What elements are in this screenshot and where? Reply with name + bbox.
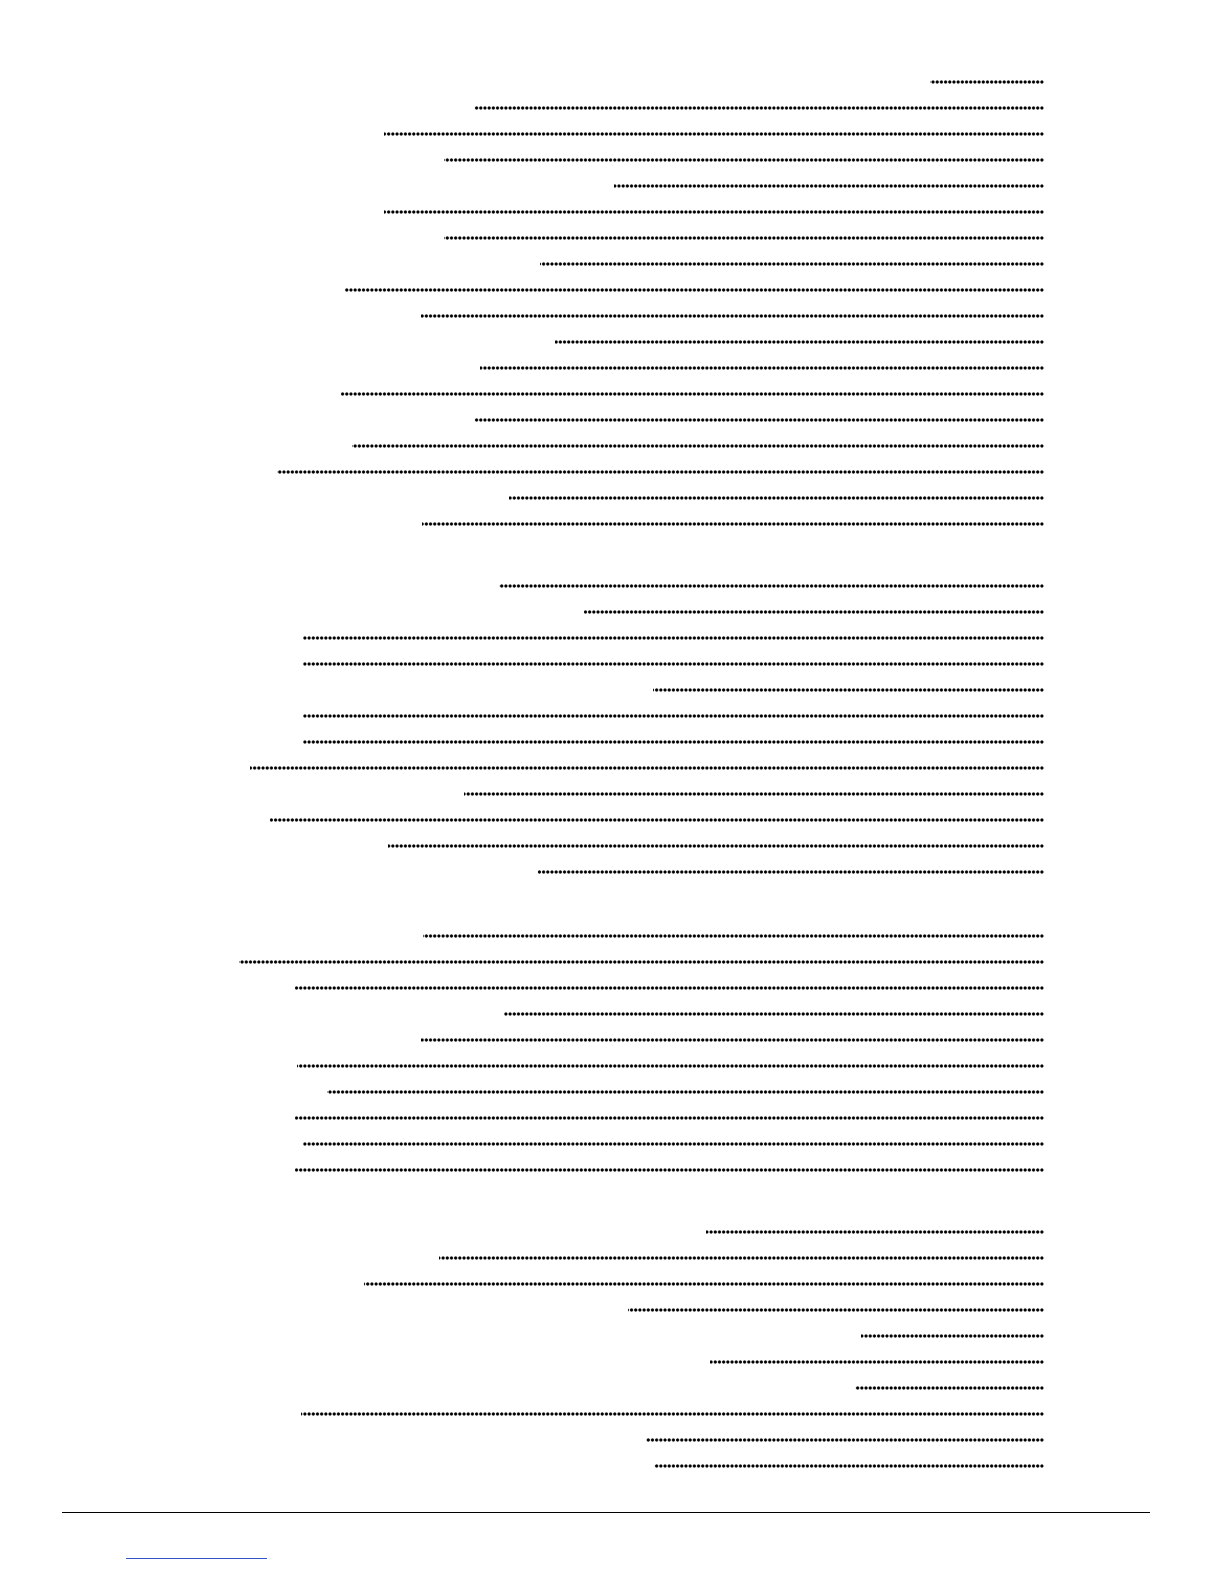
toc-leader-dots	[277, 468, 1044, 476]
toc-leader-dots	[474, 416, 1044, 424]
toc-leader-dots	[352, 442, 1044, 450]
toc-leader-dots	[584, 608, 1044, 616]
toc-leader-dots	[654, 1462, 1044, 1470]
toc-leader-dots	[555, 338, 1044, 346]
toc-leader-dots	[710, 1358, 1044, 1366]
toc-leader-dots	[540, 260, 1044, 268]
toc-leader-dots	[646, 1436, 1044, 1444]
toc-leader-dots	[538, 868, 1044, 876]
toc-leader-dots	[930, 78, 1044, 86]
toc-leader-dots	[295, 1114, 1044, 1122]
toc-leader-dots	[706, 1228, 1044, 1236]
toc-leader-dots	[861, 1332, 1044, 1340]
toc-leader-dots	[439, 1254, 1044, 1262]
toc-leader-dots	[480, 364, 1044, 372]
toc-leader-dots	[504, 1010, 1044, 1018]
toc-leader-dots	[295, 1166, 1044, 1174]
toc-leader-dots	[250, 764, 1044, 772]
footnote-separator	[62, 1512, 1150, 1513]
toc-leader-dots	[423, 932, 1044, 940]
toc-leader-dots	[464, 790, 1044, 798]
toc-leader-dots	[422, 520, 1044, 528]
toc-leader-dots	[653, 686, 1044, 694]
toc-leader-dots	[509, 494, 1044, 502]
toc-leader-dots	[444, 156, 1044, 164]
toc-leader-dots	[270, 816, 1044, 824]
toc-leader-dots	[364, 1280, 1044, 1288]
toc-leader-dots	[384, 208, 1044, 216]
toc-leader-dots	[384, 130, 1044, 138]
toc-leader-dots	[327, 1088, 1044, 1096]
toc-leader-dots	[499, 582, 1044, 590]
toc-leader-dots	[341, 390, 1044, 398]
toc-leader-dots	[303, 712, 1044, 720]
toc-leader-dots	[421, 312, 1044, 320]
toc-leader-dots	[297, 1062, 1044, 1070]
toc-leader-dots	[614, 182, 1044, 190]
toc-leader-dots	[855, 1384, 1044, 1392]
toc-leader-dots	[303, 660, 1044, 668]
toc-leader-dots	[301, 1410, 1044, 1418]
toc-leader-dots	[295, 984, 1044, 992]
toc-leader-dots	[628, 1306, 1044, 1314]
toc-leader-dots	[239, 958, 1044, 966]
toc-leader-dots	[444, 234, 1044, 242]
footnote-link[interactable]	[126, 1558, 267, 1559]
toc-leader-dots	[474, 104, 1044, 112]
toc-leader-dots	[345, 286, 1044, 294]
toc-leader-dots	[303, 1140, 1044, 1148]
toc-leader-dots	[388, 842, 1044, 850]
toc-leader-dots	[421, 1036, 1044, 1044]
toc-leader-dots	[303, 738, 1044, 746]
toc-leader-dots	[303, 634, 1044, 642]
